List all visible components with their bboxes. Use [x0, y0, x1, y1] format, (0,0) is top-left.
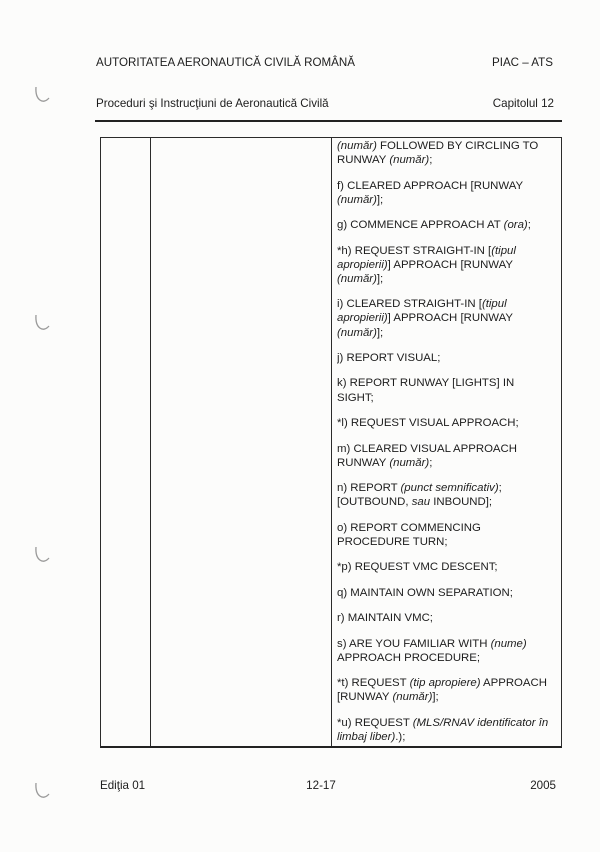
edition-label: Ediţia 01: [100, 779, 146, 792]
phrase-line: [337, 535, 561, 549]
phrase-text: FOLLOWED BY CIRCLING TO: [376, 140, 539, 152]
phrase-text: o) REPORT COMMENCING: [337, 521, 481, 534]
phrase-text: INBOUND];: [430, 496, 493, 509]
phrase-text: ];: [376, 272, 384, 285]
phrase-text: ;: [498, 482, 502, 495]
document-title: Proceduri şi Instrucţiuni de Aeronautică Civilă: [96, 97, 329, 110]
phrase-entry: [337, 637, 561, 665]
phrase-text: f) CLEARED APPROACH [RUNWAY: [337, 179, 524, 192]
phrase-text: ];: [376, 326, 384, 339]
phrase-text: ] APPROACH [RUNWAY: [387, 258, 513, 271]
italic-field-text: apropierii): [337, 258, 388, 271]
phrase-entry: [337, 611, 561, 625]
phrase-text: *t) REQUEST: [337, 677, 410, 690]
italic-field-text: (tipul: [491, 244, 516, 257]
phrase-line: [337, 376, 561, 390]
phrase-text: ;: [429, 154, 433, 167]
italic-field-text: (număr): [392, 691, 433, 704]
phrase-line: [337, 297, 561, 311]
italic-field-text: (număr): [337, 193, 377, 206]
phrase-line: [337, 495, 561, 509]
phrase-text: r) MAINTAIN VMC;: [337, 612, 433, 625]
italic-field-text: (nume): [490, 637, 527, 650]
phrase-text: .);: [395, 730, 406, 743]
phrase-line: [337, 326, 561, 340]
phrase-text: *p) REQUEST VMC DESCENT;: [337, 561, 498, 574]
italic-field-text: (tip apropiere): [409, 677, 481, 690]
phrase-entry: [337, 297, 561, 339]
punch-hole-mark: [36, 315, 49, 329]
phrase-line: [337, 391, 561, 405]
phrase-text: SIGHT;: [337, 391, 374, 404]
phrase-line: [337, 651, 561, 665]
phrase-line: [337, 611, 561, 625]
header-rule: [95, 120, 562, 122]
phrase-text: m) CLEARED VISUAL APPROACH: [337, 442, 517, 455]
phrase-line: [337, 560, 561, 574]
phraseology-table: [100, 137, 562, 748]
punch-hole-mark: [36, 547, 49, 561]
phrase-line: [337, 521, 561, 535]
phrase-text: j) REPORT VISUAL;: [337, 351, 441, 364]
phrase-column: [337, 139, 561, 746]
phrase-line: [337, 139, 561, 153]
column-divider: [331, 138, 332, 746]
phrase-line: [337, 311, 561, 325]
phrase-text: n) REPORT: [337, 482, 401, 495]
phrase-entry: [337, 139, 561, 167]
phrase-line: [337, 676, 561, 690]
phrase-entry: [337, 244, 561, 286]
table-column-2: [151, 138, 331, 746]
italic-field-text: (MLS/RNAV identificator în: [412, 716, 549, 729]
phrase-entry: [337, 376, 561, 404]
year-label: 2005: [530, 779, 556, 792]
phrase-text: [RUNWAY: [337, 691, 393, 704]
phrase-entry: [337, 442, 561, 470]
italic-field-text: (număr): [337, 272, 377, 285]
italic-field-text: (număr): [389, 154, 430, 167]
phrase-text: RUNWAY: [337, 456, 390, 469]
phrase-text: ];: [432, 691, 439, 704]
phrase-text: k) REPORT RUNWAY [LIGHTS] IN: [337, 377, 515, 390]
phrase-text: *h) REQUEST STRAIGHT-IN [: [337, 244, 492, 257]
phrase-entry: [337, 179, 561, 207]
phrase-line: [337, 730, 561, 744]
phrase-entry: [337, 560, 561, 574]
italic-field-text: apropierii): [337, 312, 388, 325]
page-number: 12-17: [306, 779, 336, 792]
phrase-entry: [337, 716, 561, 744]
phrase-line: [337, 193, 561, 207]
phrase-entry: [337, 416, 561, 430]
phrase-entry: [337, 218, 561, 232]
phrase-text: ] APPROACH [RUNWAY: [387, 312, 513, 325]
document-code: PIAC – ATS: [492, 56, 553, 69]
phrase-text: [OUTBOUND,: [337, 496, 412, 509]
phrase-text: q) MAINTAIN OWN SEPARATION;: [337, 586, 513, 599]
phrase-text: ;: [429, 456, 433, 469]
phrase-text: APPROACH: [480, 677, 547, 690]
phrase-line: [337, 244, 561, 258]
phrase-line: [337, 351, 561, 365]
phrase-text: ;: [527, 219, 531, 232]
phrase-line: [337, 272, 561, 286]
phrase-line: [337, 258, 561, 272]
punch-hole-mark: [36, 87, 49, 101]
phrase-line: [337, 716, 561, 730]
phrase-text: APPROACH PROCEDURE;: [337, 651, 481, 664]
italic-field-text: sau: [411, 496, 431, 509]
phrase-text: g) COMMENCE APPROACH AT: [337, 219, 504, 232]
punch-hole-mark: [36, 783, 49, 797]
phrase-text: PROCEDURE TURN;: [337, 535, 448, 548]
phrase-entry: [337, 481, 561, 509]
phrase-line: [337, 218, 561, 232]
chapter-label: Capitolul 12: [492, 97, 554, 110]
phrase-text: RUNWAY: [337, 154, 390, 167]
phrase-line: [337, 179, 561, 193]
italic-field-text: (număr): [337, 326, 377, 339]
phrase-text: *u) REQUEST: [337, 716, 413, 729]
binder-holes: [26, 0, 60, 852]
phrase-line: [337, 153, 561, 167]
phrase-line: [337, 637, 561, 651]
phrase-text: i) CLEARED STRAIGHT-IN [: [337, 298, 482, 311]
italic-field-text: (tipul: [481, 298, 507, 311]
italic-field-text: (punct semnificativ): [400, 482, 499, 495]
phrase-line: [337, 690, 561, 704]
italic-field-text: (număr): [389, 456, 430, 469]
phrase-entry: [337, 586, 561, 600]
organization-name: AUTORITATEA AERONAUTICĂ CIVILĂ ROMÂNĂ: [96, 56, 355, 69]
phrase-entry: [337, 351, 561, 365]
phrase-text: *l) REQUEST VISUAL APPROACH;: [337, 417, 519, 430]
phrase-text: s) ARE YOU FAMILIAR WITH: [337, 637, 491, 650]
italic-field-text: (ora): [503, 219, 528, 232]
phrase-entry: [337, 521, 561, 549]
italic-field-text: limbaj liber): [337, 730, 396, 743]
phrase-line: [337, 586, 561, 600]
table-column-1: [101, 138, 150, 746]
phrase-line: [337, 456, 561, 470]
italic-field-text: (număr): [337, 140, 377, 152]
phrase-line: [337, 416, 561, 430]
phrase-line: [337, 481, 561, 495]
phrase-entry: [337, 676, 561, 704]
phrase-line: [337, 442, 561, 456]
phrase-text: ];: [376, 193, 384, 206]
